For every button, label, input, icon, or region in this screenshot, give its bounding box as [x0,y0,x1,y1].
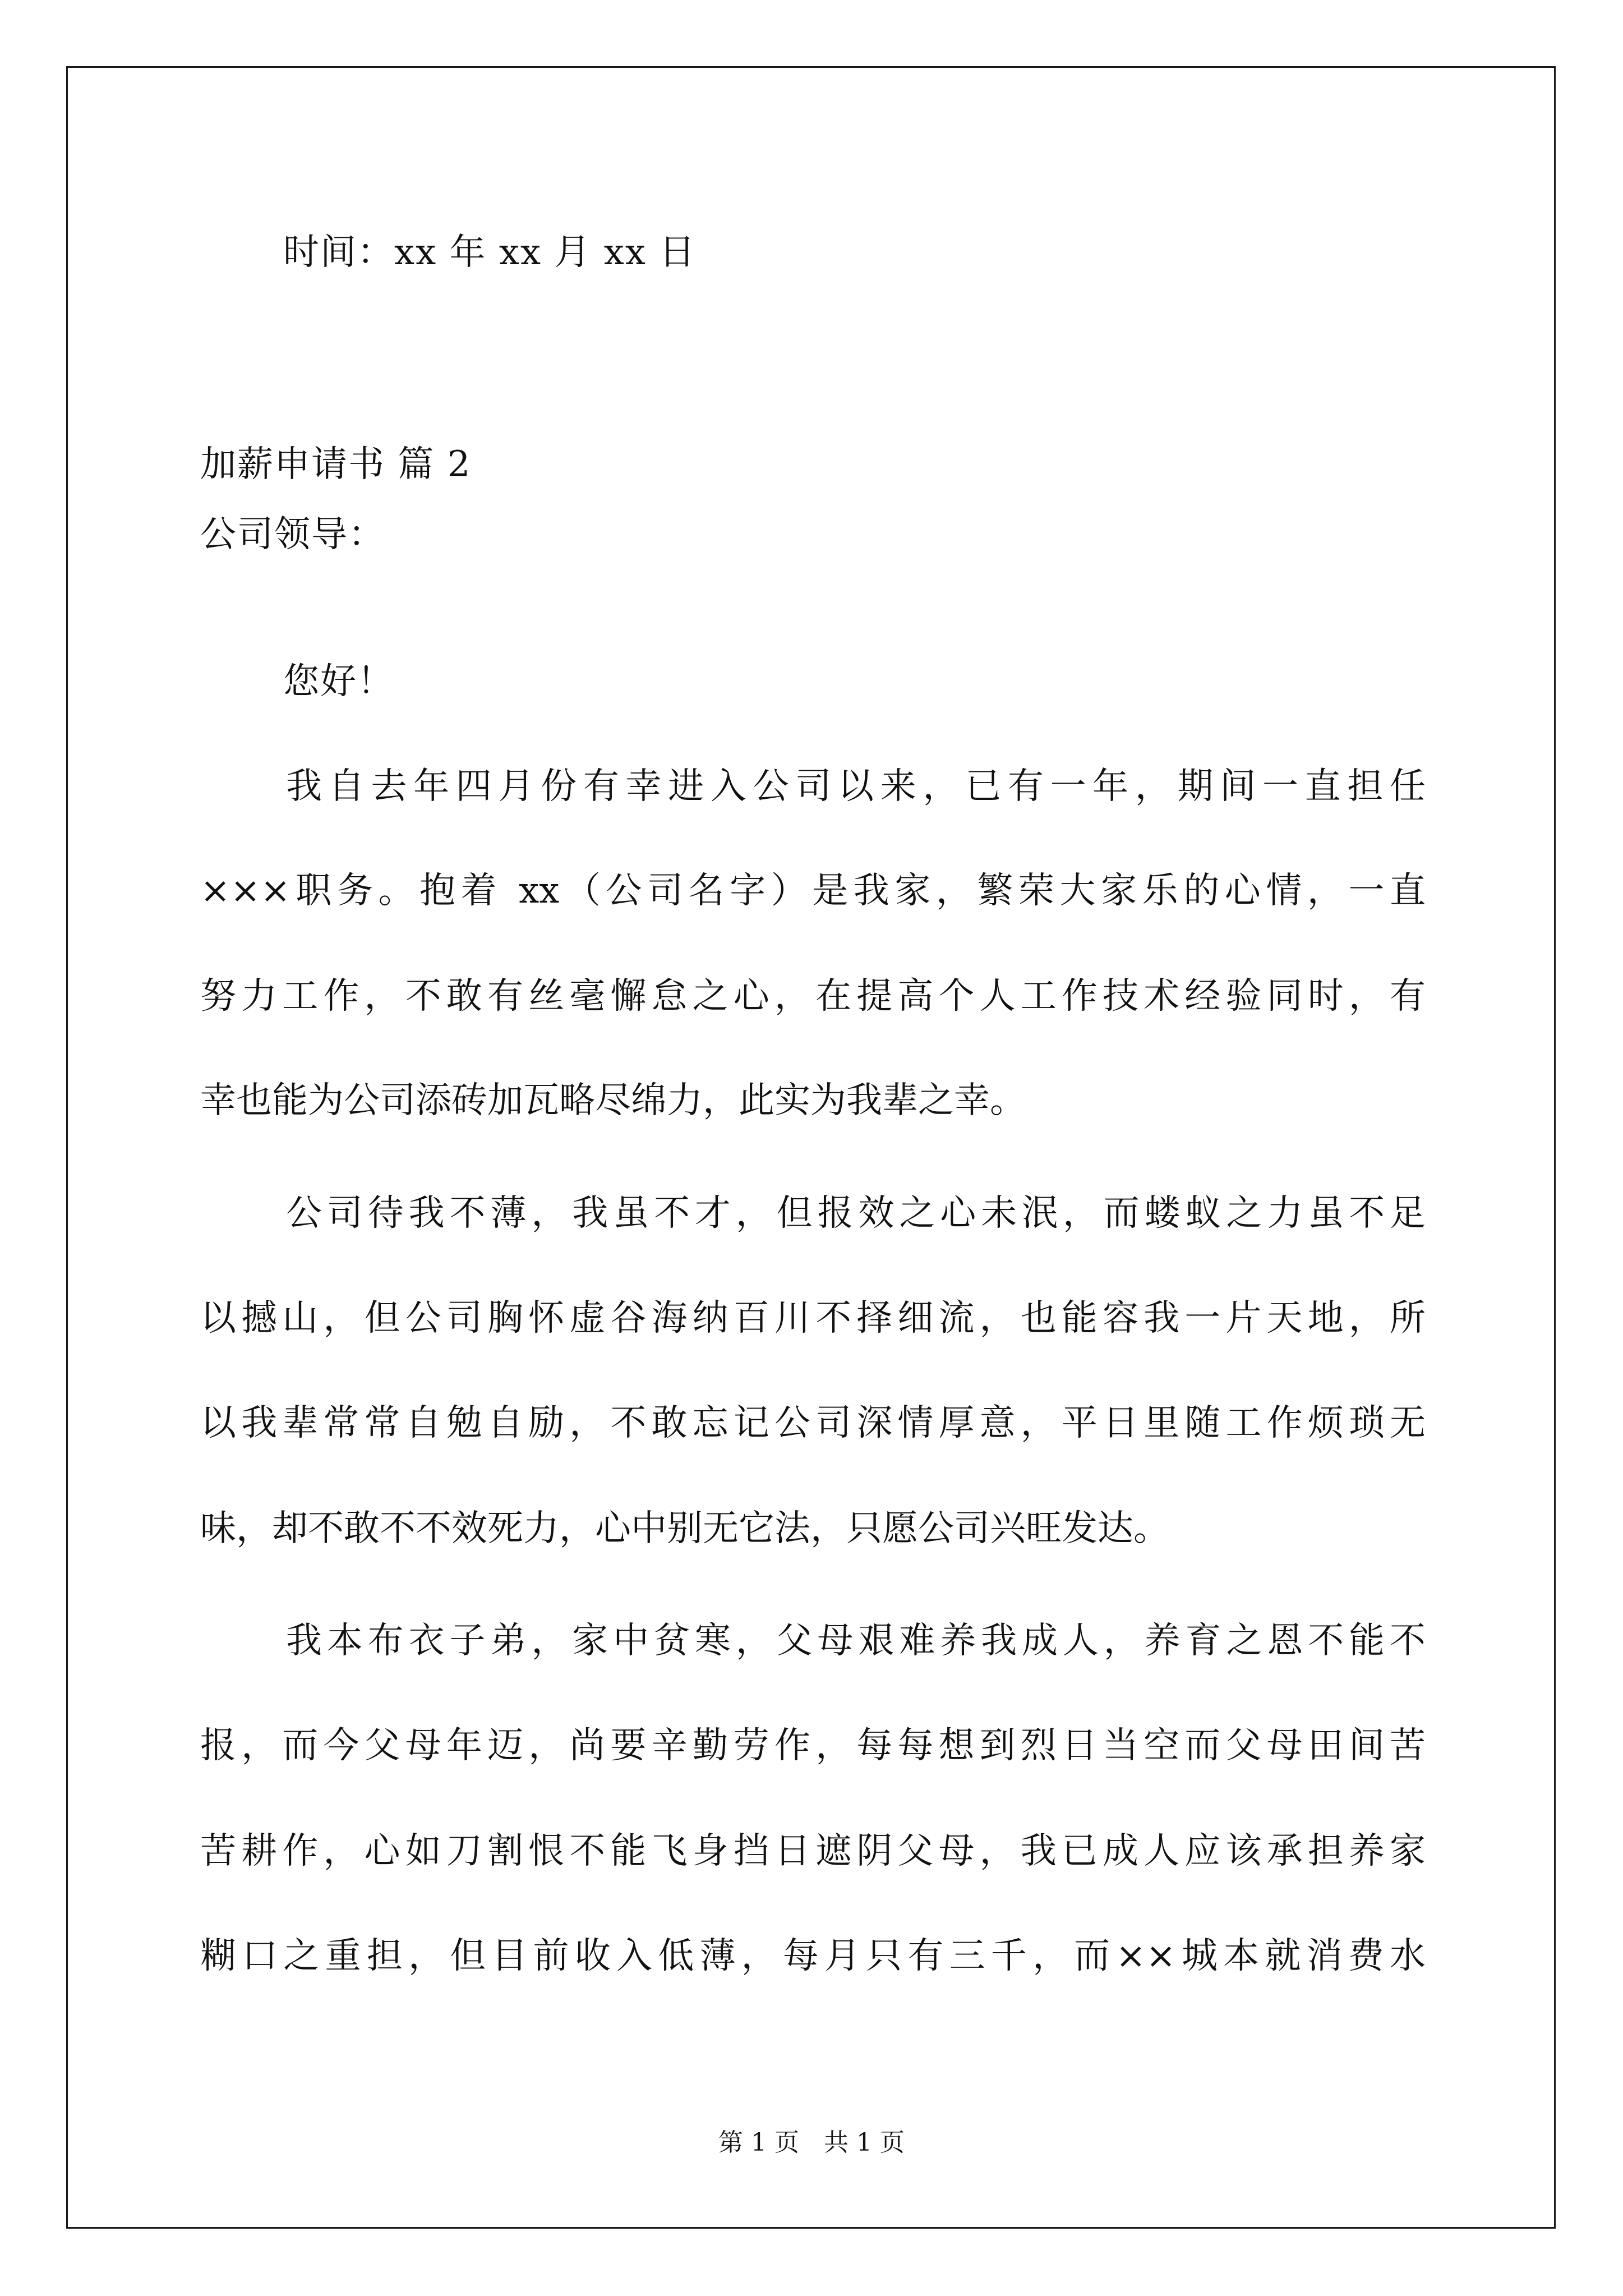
salutation: 公司领导： [200,514,385,555]
paragraph-line: 糊口之重担，但目前收入低薄，每月只有三千，而××城本就消费水 [200,1935,1426,1977]
paragraph-line: 以我辈常常自勉自励，不敢忘记公司深情厚意，平日里随工作烦琐无 [200,1402,1426,1444]
paragraph-line: ×××职务。抱着 xx（公司名字）是我家，繁荣大家乐的心情，一直 [200,870,1426,912]
paragraph-line: 以撼山，但公司胸怀虚谷海纳百川不择细流，也能容我一片天地，所 [200,1297,1426,1339]
document-heading: 加薪申请书 篇 2 [200,444,472,485]
paragraph-line: 我自去年四月份有幸进入公司以来，已有一年，期间一直担任 [286,766,1426,807]
paragraph-line: 公司待我不薄，我虽不才，但报效之心未泯，而蝼蚁之力虽不足 [286,1193,1426,1234]
date-line: 时间：xx 年 xx 月 xx 日 [283,232,697,273]
paragraph-line: 味，却不敢不不效死力，心中别无它法，只愿公司兴旺发达。 [200,1508,1169,1549]
greeting: 您好！ [283,661,394,702]
page-number-footer: 第 1 页 共 1 页 [718,2128,905,2157]
page-border [66,66,1556,2229]
paragraph-line: 报，而今父母年迈，尚要辛勤劳作，每每想到烈日当空而父母田间苦 [200,1725,1426,1766]
paragraph-line: 努力工作，不敢有丝毫懈怠之心，在提高个人工作技术经验同时，有 [200,976,1426,1017]
paragraph-line: 苦耕作，心如刀割恨不能飞身挡日遮阴父母，我已成人应该承担养家 [200,1830,1426,1872]
paragraph-line: 幸也能为公司添砖加瓦略尽绵力，此实为我辈之幸。 [200,1080,1026,1121]
paragraph-line: 我本布衣子弟，家中贫寒，父母艰难养我成人，养育之恩不能不 [286,1620,1426,1662]
